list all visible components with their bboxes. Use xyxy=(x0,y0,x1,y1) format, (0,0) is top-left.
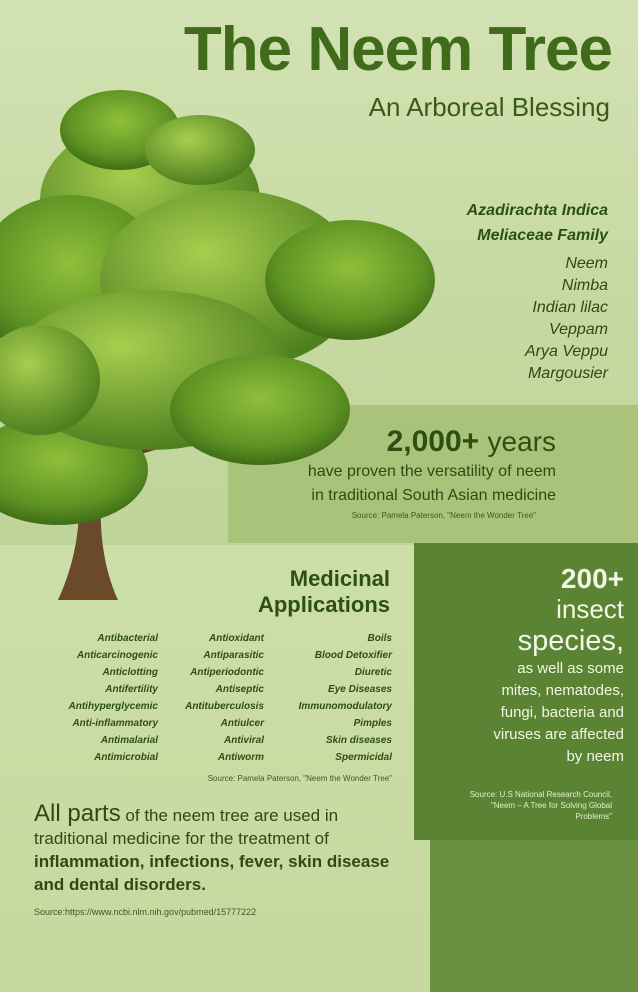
list-item: Antihyperglycemic xyxy=(68,701,158,712)
parts-text: of the neem tree are used in traditional medicine for the treatment of xyxy=(34,806,339,848)
insect-number: 200+ xyxy=(560,563,624,594)
list-item: Anticlotting xyxy=(102,667,158,678)
common-name: Nimba xyxy=(561,277,608,294)
medicinal-column-2 xyxy=(158,630,264,766)
years-heading xyxy=(308,425,556,459)
medicinal-column-3 xyxy=(264,630,392,766)
insect-source-line: Source: U.S National Research Council, xyxy=(469,790,612,799)
list-item: Skin diseases xyxy=(325,735,392,746)
list-item: Antifertility xyxy=(105,684,158,695)
insect-line: as well as some xyxy=(517,660,624,677)
list-item: Antiviral xyxy=(223,735,264,746)
list-item: Anticarcinogenic xyxy=(76,650,158,661)
history-line-1: have proven the versatility of neem xyxy=(307,463,556,480)
history-block xyxy=(308,425,556,520)
list-item: Anti-inflammatory xyxy=(72,718,158,729)
insect-line: viruses are affected xyxy=(493,726,624,743)
list-item: Antiulcer xyxy=(220,718,264,729)
page-subtitle: An Arboreal Blessing xyxy=(368,92,610,122)
years-number: 2,000+ xyxy=(386,425,480,458)
list-item: Antiperiodontic xyxy=(190,667,264,678)
list-item: Eye Diseases xyxy=(328,684,392,695)
list-item: Pimples xyxy=(353,718,392,729)
list-item: Immunomodulatory xyxy=(298,701,392,712)
parts-conditions: inflammation, infections, fever, skin disease and dental disorders. xyxy=(34,852,390,894)
medicinal-heading-line-2: Applications xyxy=(257,592,390,617)
insect-word: insect xyxy=(556,594,624,624)
list-item: Antioxidant xyxy=(209,633,264,644)
common-name: Margousier xyxy=(527,365,608,382)
bottom-panel xyxy=(430,840,638,992)
insect-block xyxy=(414,563,624,768)
list-item: Diuretic xyxy=(354,667,392,678)
medicinal-heading-line-1: Medicinal xyxy=(289,566,390,591)
list-item: Antimalarial xyxy=(100,735,158,746)
medicinal-source: Source: Pamela Paterson, "Neem the Wonder Tree" xyxy=(207,774,392,783)
medicinal-list xyxy=(40,630,392,766)
insect-line: by neem xyxy=(566,748,624,765)
insect-source-line: Problems" xyxy=(575,812,612,821)
years-unit: years xyxy=(487,426,556,457)
list-item: Spermicidal xyxy=(335,752,392,763)
list-item: Blood Detoxifier xyxy=(314,650,392,661)
list-item: Antimicrobial xyxy=(94,752,158,763)
parts-paragraph xyxy=(34,802,404,896)
parts-source: Source:https://www.ncbi.nlm.nih.gov/pubmed/15777222 xyxy=(34,907,257,917)
common-name: Arya Veppu xyxy=(524,343,608,360)
list-item: Antibacterial xyxy=(97,633,158,644)
list-item: Boils xyxy=(367,633,392,644)
list-item: Antiseptic xyxy=(215,684,264,695)
neem-tree-illustration xyxy=(0,90,440,610)
insect-line: fungi, bacteria and xyxy=(500,704,624,721)
parts-lead: All parts xyxy=(34,800,121,827)
insect-line: mites, nematodes, xyxy=(501,682,624,699)
common-name: Neem xyxy=(565,255,608,272)
insect-source-line: "Neem – A Tree for Solving Global xyxy=(490,801,612,810)
history-line-2: in traditional South Asian medicine xyxy=(311,487,556,504)
scientific-name-block xyxy=(467,198,608,248)
common-names-list xyxy=(525,253,608,385)
common-name: Indian lilac xyxy=(532,299,608,316)
list-item: Antituberculosis xyxy=(185,701,264,712)
insect-source xyxy=(414,789,612,822)
page-title: The Neem Tree xyxy=(183,15,612,84)
list-item: Antiworm xyxy=(217,752,264,763)
common-name: Veppam xyxy=(549,321,608,338)
history-source: Source: Pamela Paterson, "Neem the Wonder Tree" xyxy=(351,511,536,520)
medicinal-column-1 xyxy=(40,630,158,766)
medicinal-heading xyxy=(230,566,390,618)
list-item: Antiparasitic xyxy=(203,650,264,661)
species-word: species, xyxy=(517,625,624,657)
scientific-name: Azadirachta Indica xyxy=(466,202,608,219)
family-name: Meliaceae Family xyxy=(477,227,608,244)
